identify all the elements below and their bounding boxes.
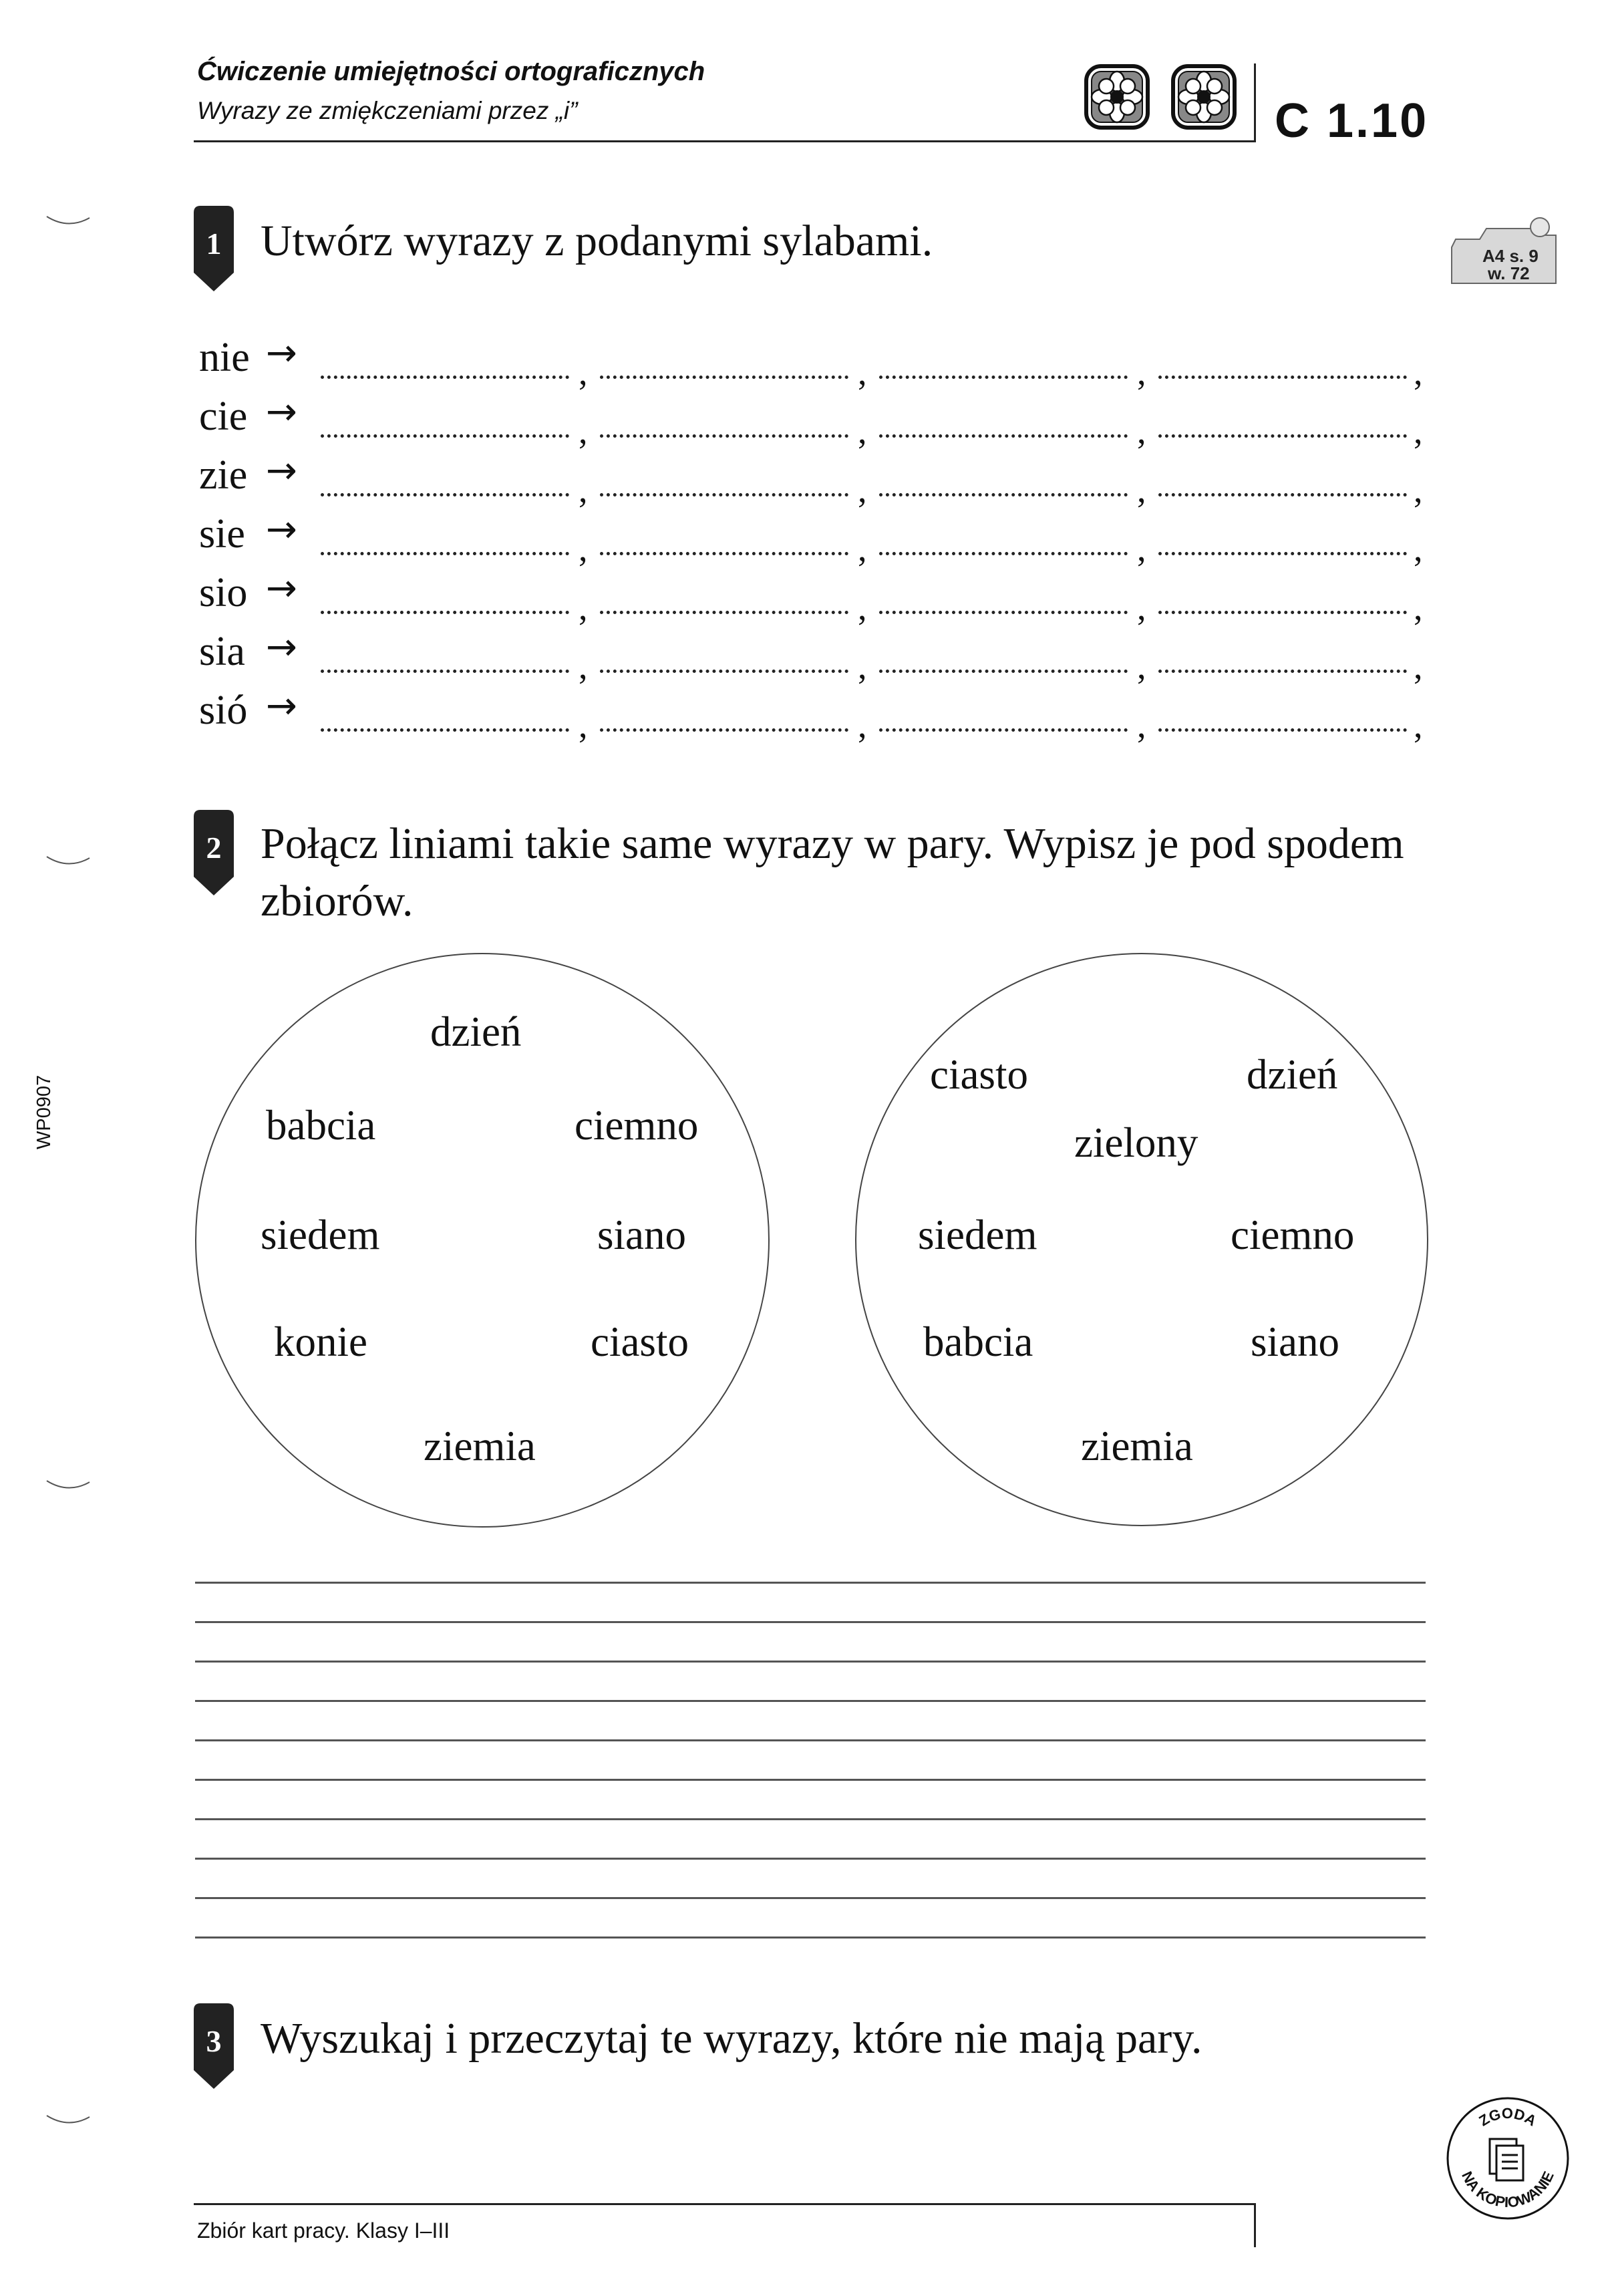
answer-field[interactable]	[879, 670, 1128, 673]
comma: ,	[1414, 587, 1423, 627]
writing-line[interactable]	[195, 1700, 1426, 1702]
task3-instruction: Wyszukaj i przeczytaj te wyrazy, które nie mają pary.	[261, 2014, 1202, 2063]
answer-field[interactable]	[879, 376, 1128, 379]
word[interactable]: ciasto	[930, 1051, 1028, 1098]
writing-line[interactable]	[195, 1661, 1426, 1663]
arrow-icon: →	[266, 684, 297, 728]
answer-field[interactable]	[321, 552, 569, 555]
word[interactable]: ziemia	[1081, 1423, 1193, 1469]
syllable: cie	[199, 394, 248, 439]
answer-field[interactable]	[1158, 611, 1407, 614]
arrow-icon: →	[266, 449, 297, 492]
answer-field[interactable]	[600, 611, 848, 614]
footer-text: Zbiór kart pracy. Klasy I–III	[197, 2218, 450, 2243]
flower-icon	[1170, 63, 1237, 130]
comma: ,	[858, 352, 867, 392]
comma: ,	[1414, 705, 1423, 745]
left-word-set	[195, 953, 770, 1528]
comma: ,	[858, 705, 867, 745]
task-number: 3	[206, 2024, 222, 2058]
punch-mark	[45, 1477, 91, 1493]
syllable-row	[199, 449, 1428, 511]
comma: ,	[1414, 470, 1423, 510]
header-divider	[1254, 63, 1256, 142]
writing-line[interactable]	[195, 1779, 1426, 1781]
arrow-icon: →	[266, 331, 297, 375]
header-rule	[194, 140, 1256, 142]
comma: ,	[858, 529, 867, 569]
answer-field[interactable]	[600, 552, 848, 555]
answer-field[interactable]	[600, 493, 848, 496]
comma: ,	[858, 587, 867, 627]
comma: ,	[1414, 411, 1423, 451]
syllable-row	[199, 331, 1428, 393]
answer-field[interactable]	[321, 611, 569, 614]
copy-permission-stamp	[1444, 2095, 1571, 2222]
syllable: sia	[199, 629, 245, 674]
punch-mark	[45, 2112, 91, 2128]
comma: ,	[858, 646, 867, 686]
task-number: 2	[206, 831, 222, 865]
comma: ,	[1137, 352, 1146, 392]
answer-field[interactable]	[1158, 552, 1407, 555]
syllable-row	[199, 684, 1428, 746]
reference-tab	[1446, 215, 1560, 287]
answer-field[interactable]	[321, 434, 569, 438]
task-number-badge	[192, 810, 235, 897]
word[interactable]: ciemno	[575, 1102, 699, 1149]
answer-field[interactable]	[600, 376, 848, 379]
word[interactable]: dzień	[1247, 1051, 1338, 1098]
stamp-top-text: ZGODA	[1476, 2104, 1540, 2130]
side-code: WP0907	[33, 1074, 55, 1149]
svg-text:ZGODA	[1476, 2105, 1539, 2130]
answer-field[interactable]	[879, 552, 1128, 555]
answer-field[interactable]	[321, 376, 569, 379]
worksheet-code: C 1.10	[1275, 94, 1429, 148]
word[interactable]: siano	[597, 1211, 686, 1258]
worksheet-title: Ćwiczenie umiejętności ortograficznych	[197, 57, 705, 86]
arrow-icon: →	[266, 625, 297, 669]
comma: ,	[1414, 529, 1423, 569]
task-number-badge	[192, 2003, 235, 2090]
syllable: sió	[199, 688, 248, 733]
answer-field[interactable]	[879, 434, 1128, 438]
syllable: nie	[199, 335, 250, 380]
writing-line[interactable]	[195, 1621, 1426, 1623]
answer-field[interactable]	[1158, 670, 1407, 673]
word[interactable]: ciasto	[591, 1318, 689, 1365]
answer-field[interactable]	[879, 493, 1128, 496]
task-number-badge	[192, 206, 235, 293]
syllable-row	[199, 508, 1428, 569]
comma: ,	[1137, 411, 1146, 451]
comma: ,	[1414, 646, 1423, 686]
comma: ,	[579, 587, 588, 627]
reference-tab-line1: A4 s. 9	[1482, 246, 1539, 266]
answer-field[interactable]	[321, 493, 569, 496]
answer-field[interactable]	[1158, 728, 1407, 732]
answer-field[interactable]	[1158, 493, 1407, 496]
writing-line[interactable]	[195, 1582, 1426, 1584]
word[interactable]: babcia	[923, 1318, 1033, 1365]
worksheet-subtitle: Wyrazy ze zmiękczeniami przez „i”	[197, 97, 578, 124]
comma: ,	[1137, 470, 1146, 510]
word[interactable]: babcia	[266, 1102, 376, 1149]
task2-instruction-line2: zbiorów.	[261, 877, 414, 925]
syllable: zie	[199, 452, 248, 498]
task1-instruction: Utwórz wyrazy z podanymi sylabami.	[261, 217, 933, 265]
comma: ,	[1414, 352, 1423, 392]
comma: ,	[1137, 587, 1146, 627]
word[interactable]: siedem	[918, 1211, 1037, 1258]
comma: ,	[1137, 705, 1146, 745]
word[interactable]: zielony	[1074, 1119, 1198, 1166]
answer-field[interactable]	[321, 670, 569, 673]
comma: ,	[1137, 529, 1146, 569]
task-number: 1	[206, 227, 222, 261]
answer-field[interactable]	[1158, 434, 1407, 438]
footer-rule	[194, 2203, 1256, 2205]
comma: ,	[858, 470, 867, 510]
comma: ,	[579, 529, 588, 569]
writing-line[interactable]	[195, 1858, 1426, 1860]
punch-mark	[45, 212, 91, 229]
copy-pages-icon	[1490, 2139, 1523, 2180]
answer-field[interactable]	[879, 611, 1128, 614]
syllable: sie	[199, 511, 245, 557]
syllable-row	[199, 390, 1428, 452]
stamp-bottom-text: NA KOPIOWANIE	[1458, 2168, 1557, 2211]
comma: ,	[579, 705, 588, 745]
arrow-icon: →	[266, 390, 297, 434]
writing-line[interactable]	[195, 1897, 1426, 1899]
word[interactable]: siano	[1251, 1318, 1339, 1365]
answer-field[interactable]	[600, 434, 848, 438]
punch-mark	[45, 853, 91, 869]
comma: ,	[579, 411, 588, 451]
comma: ,	[579, 470, 588, 510]
comma: ,	[858, 411, 867, 451]
flower-icon	[1084, 63, 1150, 130]
reference-tab-line2: w. 72	[1488, 263, 1530, 283]
syllable-row	[199, 625, 1428, 687]
answer-field[interactable]	[600, 670, 848, 673]
answer-field[interactable]	[600, 728, 848, 732]
task2-instruction-line1: Połącz liniami takie same wyrazy w pary. Wypisz je pod spodem	[261, 819, 1404, 868]
answer-field[interactable]	[879, 728, 1128, 732]
arrow-icon: →	[266, 567, 297, 610]
writing-line[interactable]	[195, 1936, 1426, 1939]
comma: ,	[579, 646, 588, 686]
writing-line[interactable]	[195, 1739, 1426, 1741]
word[interactable]: siedem	[261, 1211, 380, 1258]
comma: ,	[1137, 646, 1146, 686]
footer-divider	[1254, 2203, 1256, 2247]
word[interactable]: konie	[274, 1318, 367, 1365]
word[interactable]: ziemia	[424, 1423, 536, 1469]
arrow-icon: →	[266, 508, 297, 551]
answer-field[interactable]	[321, 728, 569, 732]
syllable: sio	[199, 570, 248, 615]
writing-line[interactable]	[195, 1818, 1426, 1820]
syllable-row	[199, 569, 1428, 628]
comma: ,	[579, 352, 588, 392]
word[interactable]: ciemno	[1231, 1211, 1355, 1258]
word[interactable]: dzień	[430, 1008, 522, 1055]
right-word-set	[855, 953, 1428, 1526]
answer-field[interactable]	[1158, 376, 1407, 379]
